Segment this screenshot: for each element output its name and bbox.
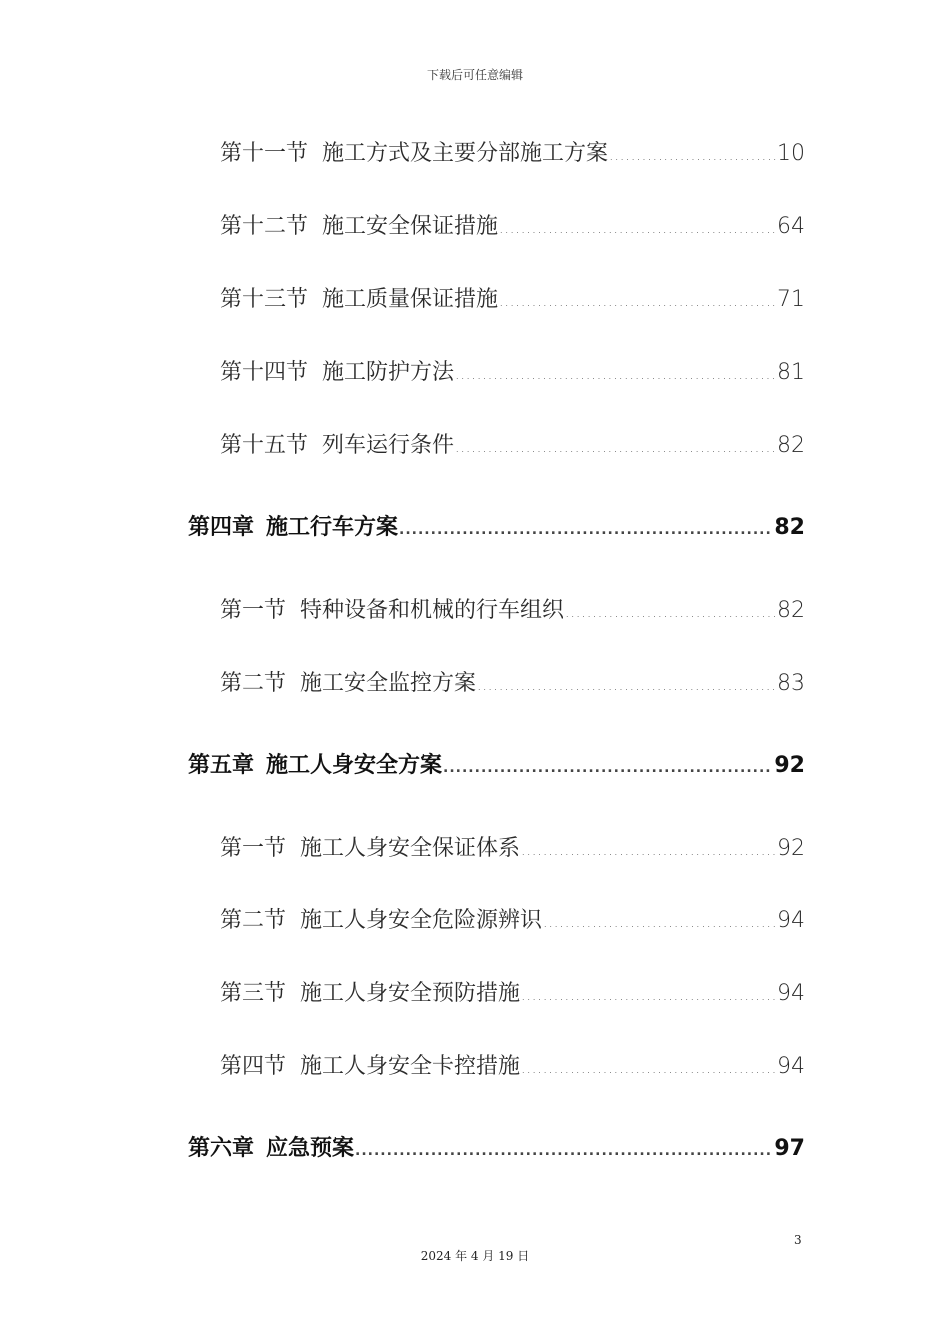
toc-entry-title: 列车运行条件 (322, 433, 455, 458)
toc-entry-number: 第三节 (220, 981, 287, 1006)
toc-entry[interactable] (220, 831, 805, 862)
toc-entry-title: 施工人身安全预防措施 (300, 981, 521, 1006)
toc-entry-page: 82 (777, 433, 805, 458)
toc-entry-title: 施工防护方法 (322, 360, 455, 385)
toc-entry-page: 94 (777, 908, 805, 933)
toc-entry[interactable] (220, 593, 805, 624)
toc-chapter-page: 97 (774, 1136, 805, 1161)
page-number: 3 (794, 1233, 802, 1247)
dot-leader (521, 843, 776, 859)
toc-chapter-page: 82 (774, 515, 805, 540)
header-note: 下载后可任意编辑 (426, 68, 523, 82)
toc-entry[interactable] (220, 355, 805, 386)
toc-entry-page: 82 (777, 598, 805, 623)
toc-entry-page: 64 (777, 214, 805, 239)
toc-chapter-entry[interactable] (188, 510, 805, 541)
toc-chapter-page: 92 (774, 753, 805, 778)
toc-entry-page: 92 (777, 836, 805, 861)
dot-leader (521, 988, 776, 1004)
toc-entry[interactable] (220, 282, 805, 313)
dot-leader (477, 678, 776, 694)
toc-entry-number: 第二节 (220, 908, 287, 933)
toc-chapter-entry[interactable] (188, 748, 805, 779)
toc-entry-title: 施工人身安全保证体系 (300, 836, 521, 861)
toc-entry-number: 第十二节 (220, 214, 309, 239)
toc-entry-page: 81 (777, 360, 805, 385)
toc-entry-title: 施工人身安全危险源辨识 (300, 908, 543, 933)
dot-leader (499, 294, 776, 310)
toc-entry[interactable] (220, 209, 805, 240)
dot-leader (499, 221, 776, 237)
dot-leader (543, 915, 776, 931)
toc-entry-title: 施工方式及主要分部施工方案 (322, 141, 609, 166)
toc-entry-number: 第十五节 (220, 433, 309, 458)
toc-entry-title: 施工安全保证措施 (322, 214, 499, 239)
toc-entry[interactable] (220, 903, 805, 934)
toc-entry-title: 施工人身安全卡控措施 (300, 1054, 521, 1079)
toc-entry-page: 83 (777, 671, 805, 696)
toc-entry-number: 第四节 (220, 1054, 287, 1079)
toc-entry-page: 10 (777, 141, 805, 166)
toc-chapter-entry[interactable] (188, 1131, 805, 1162)
toc-entry-title: 施工质量保证措施 (322, 287, 499, 312)
toc-entry-title: 施工安全监控方案 (300, 671, 477, 696)
toc-entry-number: 第十四节 (220, 360, 309, 385)
dot-leader (455, 440, 776, 456)
dot-leader (565, 605, 776, 621)
toc-chapter-number: 第四章 (188, 515, 255, 540)
toc-chapter-title: 应急预案 (266, 1136, 355, 1161)
toc-entry-number: 第十一节 (220, 141, 309, 166)
toc-chapter-number: 第五章 (188, 753, 255, 778)
dot-leader (521, 1061, 776, 1077)
toc-entry-number: 第一节 (220, 598, 287, 623)
footer-date: 2024 年 4 月 19 日 (420, 1249, 530, 1263)
toc-entry-page: 94 (777, 981, 805, 1006)
dot-leader (399, 522, 773, 538)
toc-entry[interactable] (220, 666, 805, 697)
toc-entry-page: 71 (777, 287, 805, 312)
dot-leader (443, 760, 773, 776)
dot-leader (355, 1143, 773, 1159)
toc-entry[interactable] (220, 976, 805, 1007)
toc-entry[interactable] (220, 428, 805, 459)
toc-chapter-title: 施工行车方案 (266, 515, 399, 540)
toc-entry-number: 第二节 (220, 671, 287, 696)
toc-entry-number: 第十三节 (220, 287, 309, 312)
toc-entry-title: 特种设备和机械的行车组织 (300, 598, 565, 623)
dot-leader (609, 148, 776, 164)
dot-leader (455, 367, 776, 383)
toc-entry[interactable] (220, 136, 805, 167)
toc-entry-page: 94 (777, 1054, 805, 1079)
toc-entry[interactable] (220, 1049, 805, 1080)
toc-chapter-title: 施工人身安全方案 (266, 753, 443, 778)
toc-entry-number: 第一节 (220, 836, 287, 861)
toc-chapter-number: 第六章 (188, 1136, 255, 1161)
